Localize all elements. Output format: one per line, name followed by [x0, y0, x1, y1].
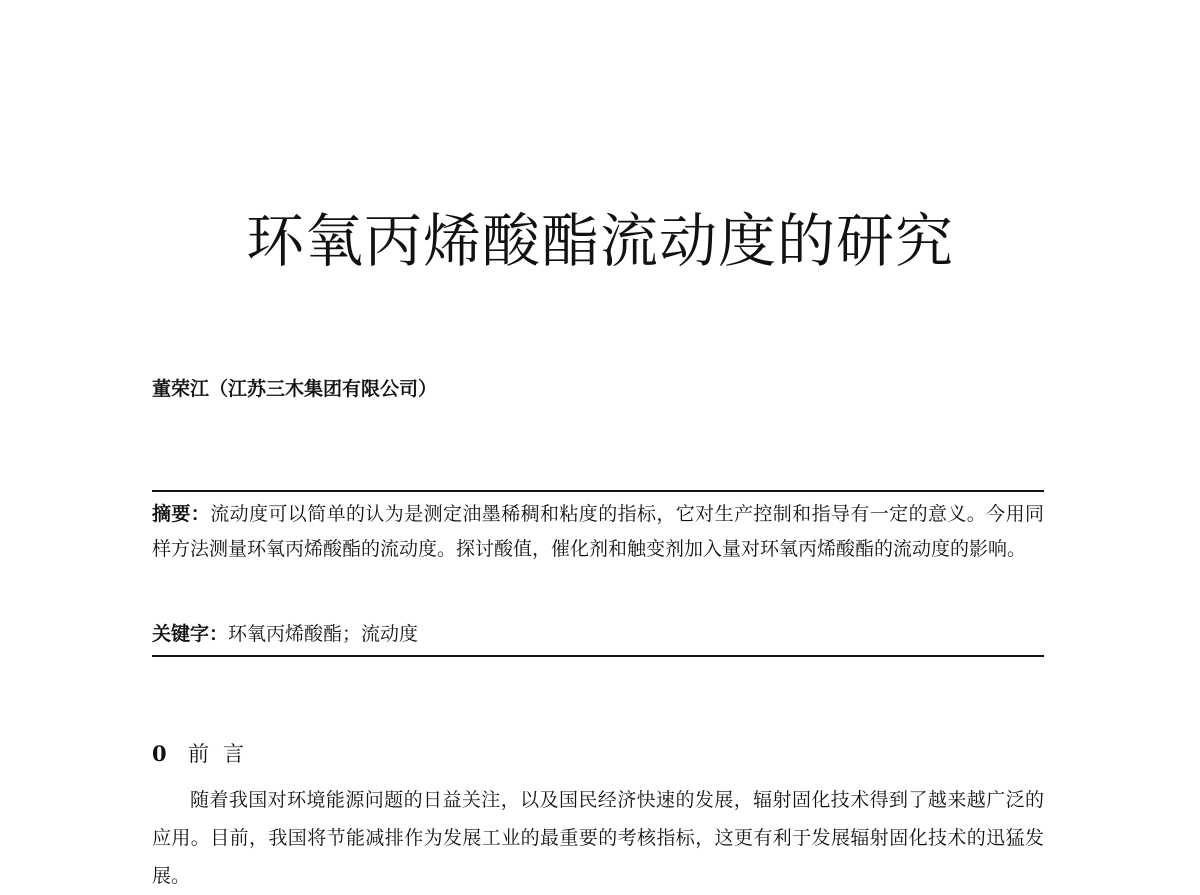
- keywords-block: [152, 618, 1044, 650]
- abstract-block: [152, 497, 1044, 567]
- section-heading: [152, 737, 258, 771]
- keywords-text: 环氧丙烯酸酯；流动度: [228, 623, 419, 645]
- author-affiliation: 董荣江（江苏三木集团有限公司）: [152, 378, 438, 400]
- paper-title: 环氧丙烯酸酯流动度的研究: [245, 207, 954, 275]
- abstract-label: 摘要：: [152, 503, 211, 525]
- section-title: 前言: [188, 742, 258, 766]
- abstract-text: 流动度可以简单的认为是测定油墨稀稠和粘度的指标，它对生产控制和指导有一定的意义。今用同样方法测量环氧丙烯酸酯的流动度。探讨酸值，催化剂和触变剂加入量对环氧丙烯酸酯的流动度的影响。: [152, 503, 1044, 560]
- abstract-bottom-rule: [152, 655, 1044, 657]
- section-number: 0: [152, 741, 167, 766]
- abstract-top-rule: [152, 490, 1044, 492]
- keywords-label: 关键字：: [152, 623, 229, 645]
- section-paragraph: 随着我国对环境能源问题的日益关注，以及国民经济快速的发展，辐射固化技术得到了越来越广泛的应用。目前，我国将节能减排作为发展工业的最重要的考核指标，这更有利于发展辐射固化技术的迅猛发展。: [152, 789, 1044, 887]
